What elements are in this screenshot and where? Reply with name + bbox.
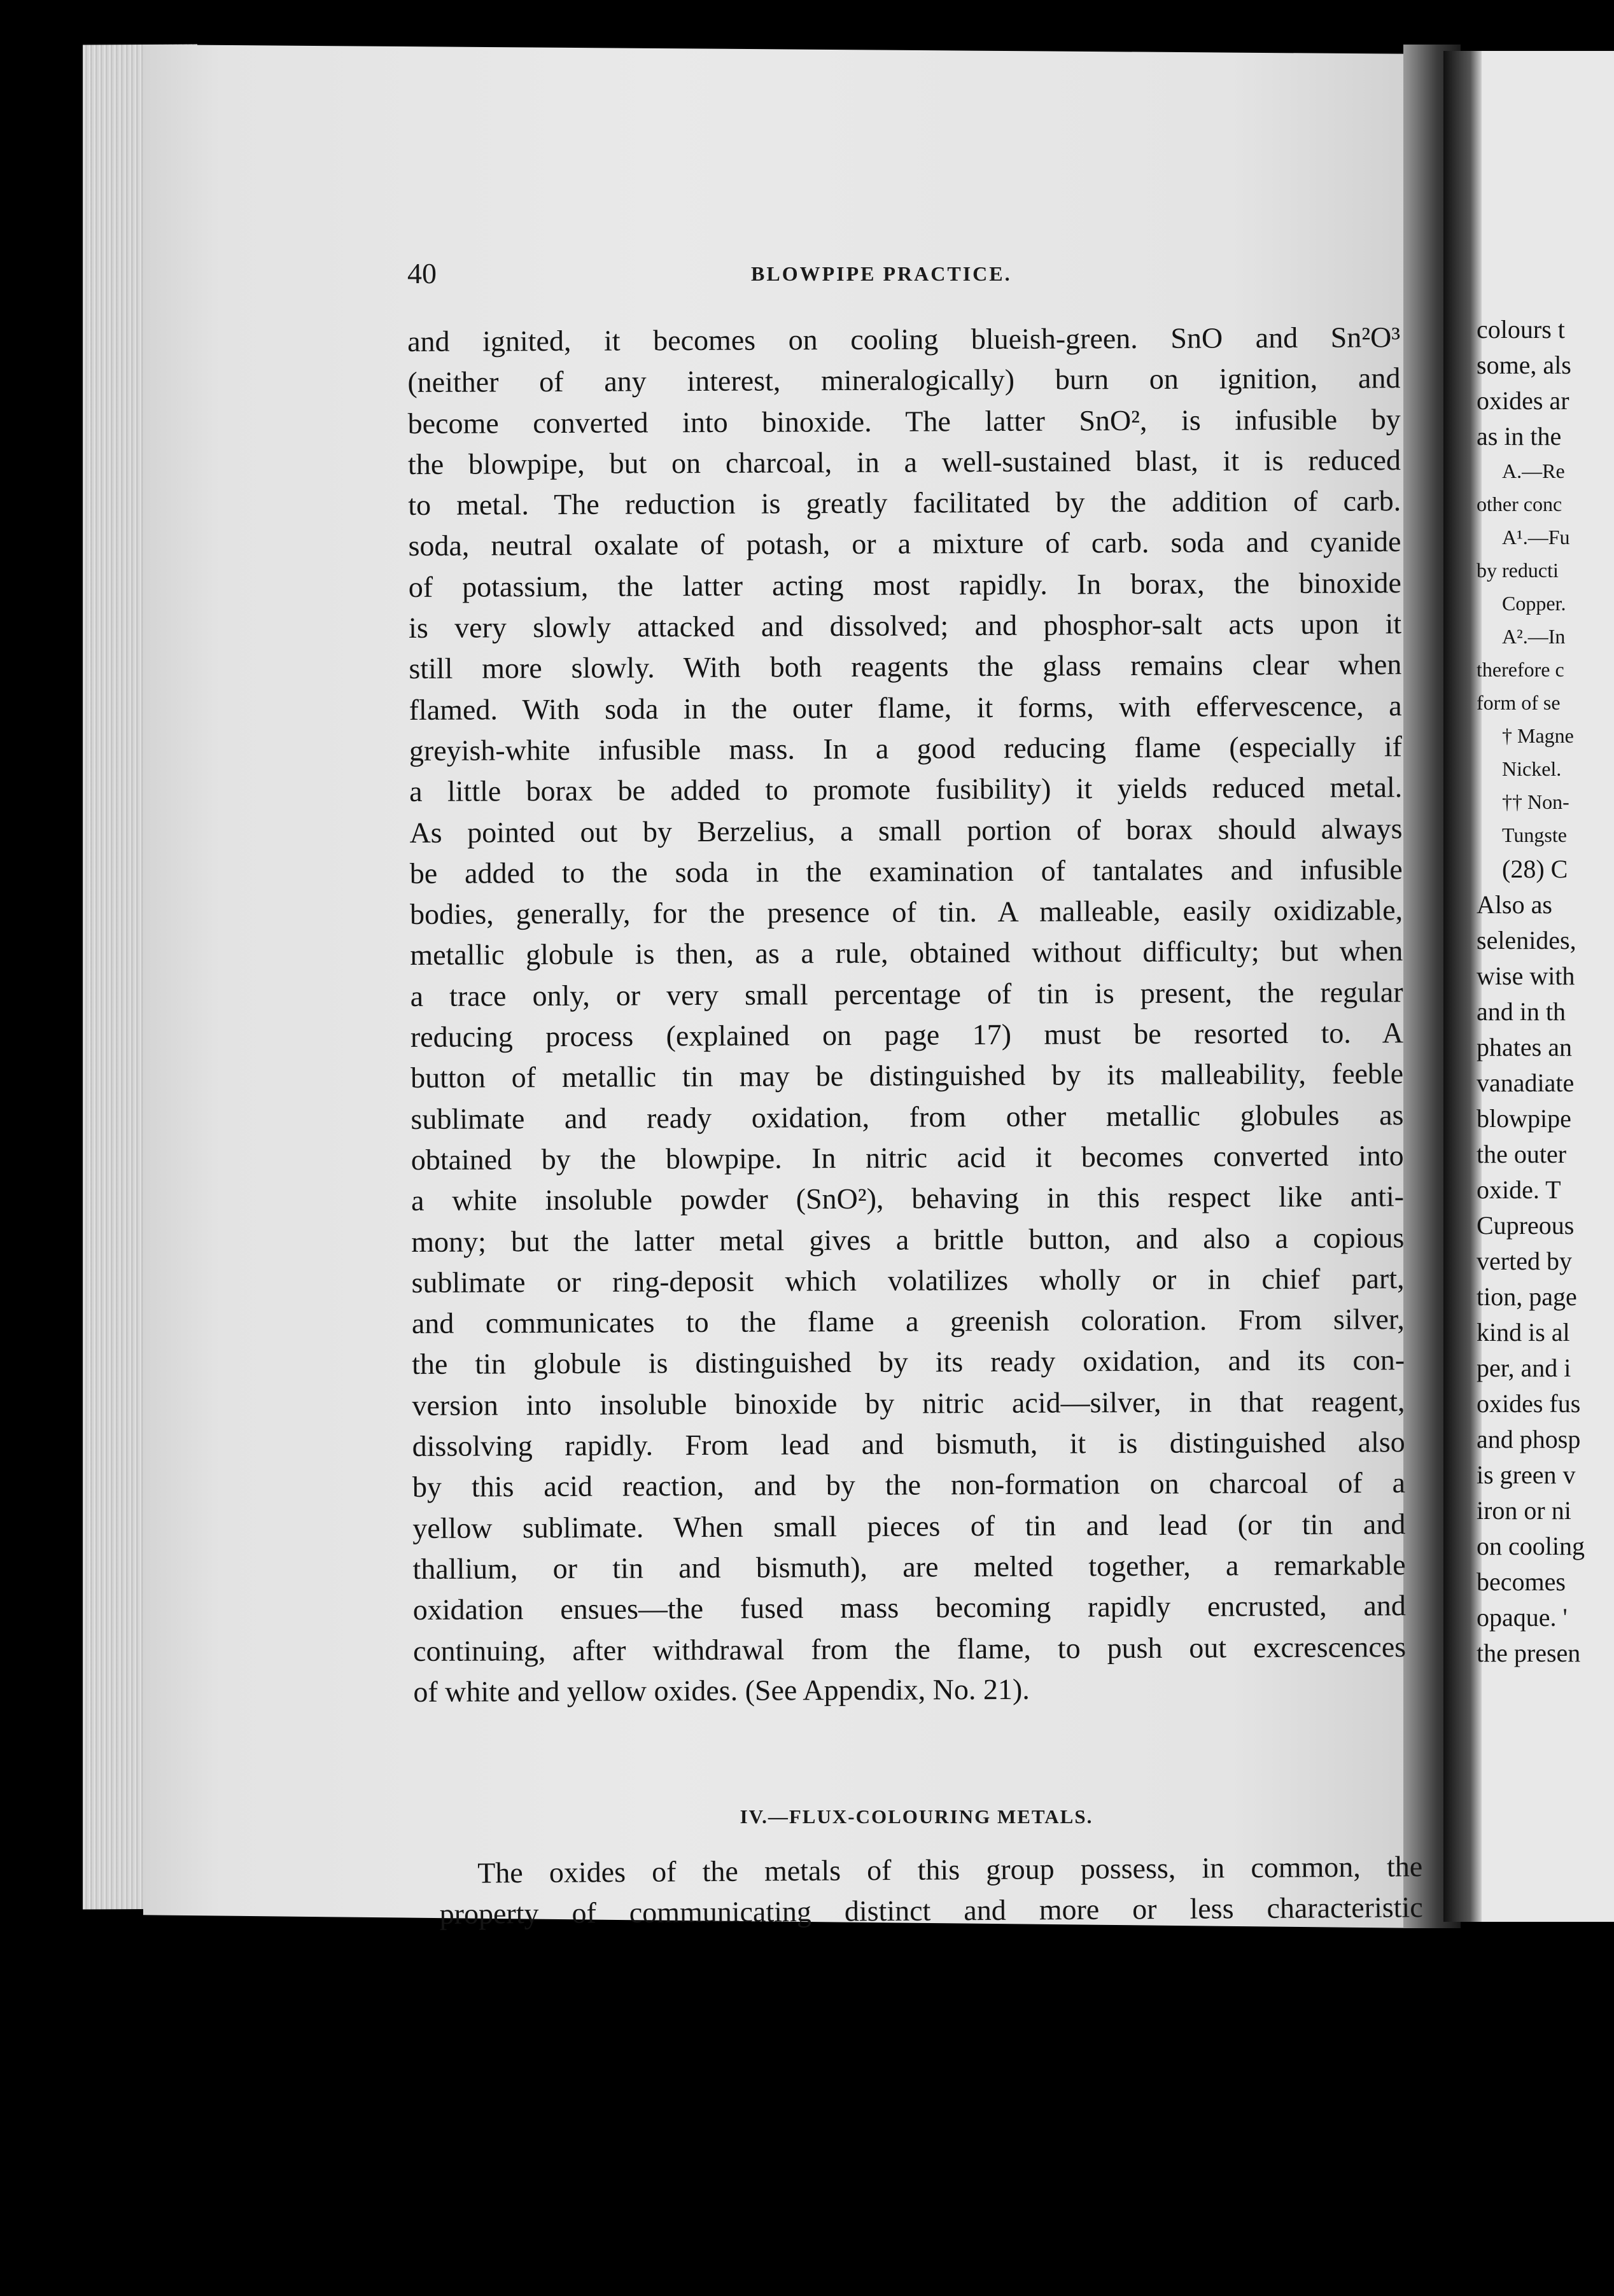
- text-line: thallium, or tin and bismuth), are melted together, a remarkable: [412, 1548, 1406, 1585]
- text-line: continuing, after withdrawal from the flame, to push out excrescences: [413, 1630, 1407, 1667]
- text-line: is green v: [1477, 1460, 1576, 1489]
- text-line: tion, page: [1477, 1282, 1577, 1311]
- text-line: property of communicating distinct and more or less characteristic: [439, 1891, 1423, 1931]
- text-line: vanadiate: [1477, 1068, 1575, 1097]
- section-paragraph: [439, 1846, 1423, 1935]
- text-line: A¹.—Fu: [1502, 526, 1570, 549]
- text-line: Tungste: [1502, 823, 1567, 846]
- text-line: bodies, generally, for the presence of tin. A malleable, easily oxidizable,: [409, 893, 1403, 931]
- text-line: flamed. With soda in the outer flame, it forms, with effervescence, a: [409, 689, 1402, 726]
- text-line: oxides ar: [1477, 386, 1569, 415]
- text-line: is very slowly attacked and dissolved; and phosphor-salt acts upon it: [408, 607, 1402, 645]
- text-line: a little borax be added to promote fusibility) it yields reduced metal.: [409, 771, 1403, 808]
- text-line: sublimate or ring-deposit which volatilizes wholly or in chief part,: [411, 1262, 1405, 1299]
- text-line: and in th: [1477, 997, 1566, 1026]
- text-line: dissolving rapidly. From lead and bismuth, it is distinguished also: [412, 1425, 1405, 1462]
- text-line: some, als: [1477, 351, 1571, 379]
- text-line: form of se: [1477, 691, 1561, 714]
- text-line: blowpipe: [1477, 1104, 1571, 1133]
- text-line: a trace only, or very small percentage of tin is present, the regular: [410, 975, 1403, 1012]
- text-line: and phosp: [1477, 1425, 1581, 1453]
- text-line: colours t: [1477, 315, 1565, 344]
- text-line: mony; but the latter metal gives a brittle button, and also a copious: [411, 1221, 1405, 1258]
- text-line: becomes: [1477, 1567, 1566, 1596]
- text-line: the presen: [1477, 1639, 1581, 1667]
- text-line: the tin globule is distinguished by its ready oxidation, and its con-: [412, 1343, 1405, 1381]
- text-line: oxide. T: [1477, 1175, 1561, 1204]
- text-line: reducing process (explained on page 17) must be resorted to. A: [410, 1016, 1404, 1054]
- body-paragraph: [407, 317, 1407, 1712]
- text-line: by this acid reaction, and by the non-formation on charcoal of a: [412, 1466, 1406, 1504]
- text-line: opaque. ': [1477, 1603, 1568, 1632]
- text-line: A.—Re: [1502, 459, 1565, 482]
- text-line: (neither of any interest, mineralogically) burn on ignition, and: [407, 361, 1401, 399]
- text-line: of white and yellow oxides. (See Appendix, No. 21).: [413, 1672, 1030, 1708]
- text-line: on cooling: [1477, 1532, 1585, 1560]
- text-line: the blowpipe, but on charcoal, in a well-sustained blast, it is reduced: [407, 444, 1401, 480]
- page-header: [407, 255, 1400, 293]
- text-line: version into insoluble binoxide by nitric acid—silver, in that reagent,: [412, 1384, 1405, 1422]
- text-line: (28) C: [1502, 855, 1568, 883]
- text-line: to metal. The reduction is greatly facilitated by the addition of carb.: [408, 484, 1401, 522]
- text-line: oxides fus: [1477, 1389, 1581, 1418]
- text-line: oxidation ensues—the fused mass becoming rapidly encrusted, and: [412, 1589, 1406, 1627]
- text-line: Copper.: [1502, 592, 1566, 615]
- text-line: soda, neutral oxalate of potash, or a mixture of carb. soda and cyanide: [408, 525, 1401, 563]
- text-line: by reducti: [1477, 559, 1559, 582]
- text-line: verted by: [1477, 1247, 1572, 1275]
- text-line: As pointed out by Berzelius, a small portion of borax should always: [409, 811, 1403, 849]
- next-page-text-fragment: [1477, 312, 1614, 1671]
- text-line: phates an: [1477, 1033, 1572, 1061]
- text-line: metallic globule is then, as a rule, obtained without difficulty; but when: [410, 934, 1403, 972]
- text-line: obtained by the blowpipe. In nitric acid it becomes converted into: [411, 1139, 1404, 1176]
- text-line: †† Non-: [1502, 790, 1569, 813]
- text-line: become converted into binoxide. The latter SnO², is infusible by: [407, 402, 1401, 440]
- text-line: other conc: [1477, 493, 1562, 515]
- text-line: greyish-white infusible mass. In a good reducing flame (especially if: [409, 730, 1403, 767]
- text-line: sublimate and ready oxidation, from other metallic globules as: [411, 1098, 1404, 1135]
- text-line: iron or ni: [1477, 1496, 1571, 1525]
- text-line: the outer: [1477, 1140, 1567, 1168]
- section-heading: IV.—FLUX-COLOURING METALS.: [740, 1805, 1093, 1828]
- text-line: selenides,: [1477, 926, 1576, 955]
- text-line: kind is al: [1477, 1318, 1570, 1347]
- book-gutter: [1443, 51, 1482, 1922]
- text-line: be added to the soda in the examination of tantalates and infusible: [409, 853, 1403, 890]
- text-line: wise with: [1477, 962, 1575, 990]
- text-line: † Magne: [1502, 724, 1574, 747]
- text-line: per, and i: [1477, 1354, 1571, 1382]
- text-line: yellow sublimate. When small pieces of tin and lead (or tin and: [412, 1507, 1406, 1544]
- text-line: Cupreous: [1477, 1211, 1575, 1240]
- page-number: 40: [407, 257, 437, 290]
- text-line: A².—In: [1502, 625, 1566, 648]
- text-line: Nickel.: [1502, 757, 1562, 780]
- text-line: The oxides of the metals of this group possess, in common, the: [477, 1850, 1423, 1889]
- running-head: BLOWPIPE PRACTICE.: [751, 262, 1012, 285]
- text-line: therefore c: [1477, 658, 1564, 681]
- text-line: and communicates to the flame a greenish coloration. From silver,: [411, 1303, 1405, 1340]
- text-line: a white insoluble powder (SnO²), behaving in this respect like anti-: [411, 1180, 1405, 1217]
- text-line: of potassium, the latter acting most rapidly. In borax, the binoxide: [408, 566, 1401, 603]
- text-line: as in the: [1477, 422, 1562, 451]
- text-line: Also as: [1477, 890, 1552, 919]
- text-line: button of metallic tin may be distinguished by its malleability, feeble: [411, 1057, 1404, 1095]
- text-line: and ignited, it becomes on cooling blueish-green. SnO and Sn²O³: [407, 321, 1401, 358]
- text-line: still more slowly. With both reagents the glass remains clear when: [409, 648, 1402, 685]
